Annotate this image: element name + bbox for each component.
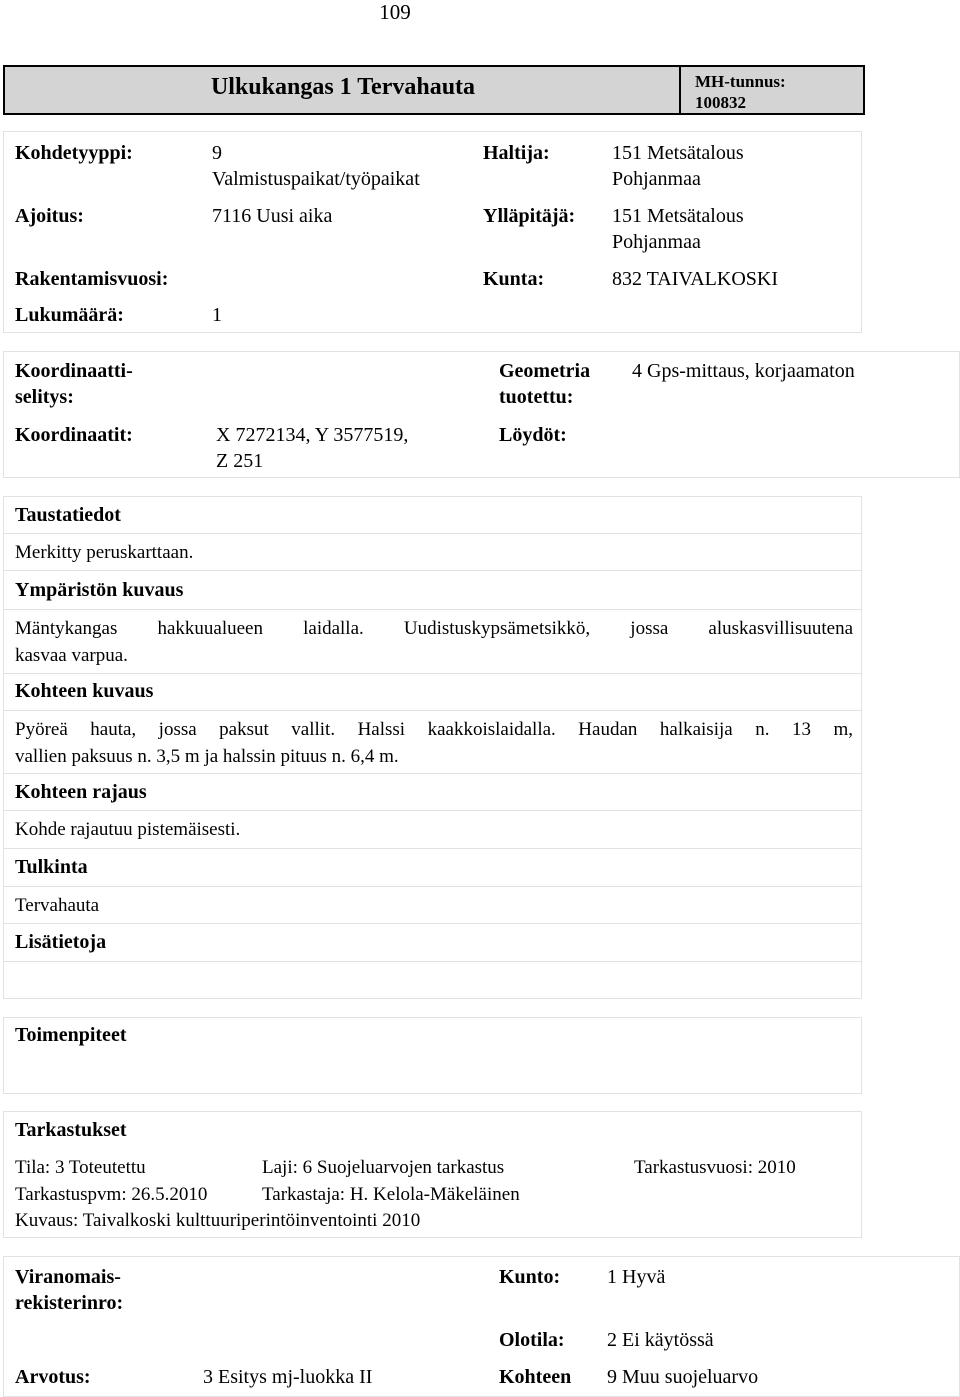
koordinaattiselitys-label-line1: Koordinaatti-: [15, 360, 133, 382]
kohteen-rajaus-heading: Kohteen rajaus: [15, 781, 147, 803]
yllapitaja-value-line2: Pohjanmaa: [612, 231, 701, 253]
kohteen-label: Kohteen: [499, 1366, 572, 1388]
koordinaattiselitys-label: [15, 358, 133, 410]
lukumaara-label: Lukumäärä:: [15, 304, 124, 326]
kohteen-rajaus-text: Kohde rajautuu pistemäisesti.: [15, 819, 241, 840]
viranomais-label-line2: rekisterinro:: [15, 1292, 124, 1314]
geometria-label: [499, 358, 590, 410]
haltija-label: Haltija:: [483, 142, 550, 164]
tulkinta-text: Tervahauta: [15, 895, 100, 916]
koordinaatit-value-line1: X 7272134, Y 3577519,: [216, 424, 409, 446]
koordinaattiselitys-label-line2: selitys:: [15, 386, 74, 408]
koordinaatit-label: Koordinaatit:: [15, 424, 133, 446]
page-title: Ulkukangas 1 Tervahauta: [210, 74, 476, 100]
kohteen-kuvaus-text: [15, 716, 853, 770]
row-divider: [3, 773, 862, 774]
mh-tunnus-value: 100832: [695, 93, 746, 112]
row-divider: [3, 710, 862, 711]
olotila-label: Olotila:: [499, 1329, 565, 1351]
ajoitus-label: Ajoitus:: [15, 205, 84, 227]
tulkinta-heading: Tulkinta: [15, 856, 88, 878]
kohteen-value: 9 Muu suojeluarvo: [607, 1366, 759, 1388]
row-divider: [3, 961, 862, 962]
tarkastukset-heading: Tarkastukset: [15, 1119, 127, 1141]
yllapitaja-value-line1: 151 Metsätalous: [612, 205, 744, 227]
kohteen-kuvaus-text-line2: vallien paksuus n. 3,5 m ja halssin pituus n. 6,4 m.: [15, 746, 399, 767]
kohdetyyppi-label: Kohdetyyppi:: [15, 142, 133, 164]
tarkastus-kuvaus: Kuvaus: Taivalkoski kulttuuriperintöinventointi 2010: [15, 1210, 421, 1231]
row-divider: [3, 609, 862, 610]
toimenpiteet-heading: Toimenpiteet: [15, 1024, 127, 1046]
haltija-value-line1: 151 Metsätalous: [612, 142, 744, 164]
row-divider: [3, 533, 862, 534]
mh-tunnus: [695, 71, 786, 113]
ymparisto-text-line2: kasvaa varpua.: [15, 645, 128, 666]
arvotus-value: 3 Esitys mj-luokka II: [203, 1366, 373, 1388]
ajoitus-value: 7116 Uusi aika: [212, 205, 333, 227]
taustatiedot-heading: Taustatiedot: [15, 504, 121, 526]
ymparisto-text: [15, 615, 853, 669]
toimenpiteet-box: [3, 1017, 862, 1094]
kohteen-kuvaus-text-line1: Pyöreä hauta, jossa paksut vallit. Halssi kaakkoislaidalla. Haudan halkaisija n. 13 m,: [15, 719, 853, 740]
geometria-value: 4 Gps-mittaus, korjaamaton: [632, 360, 855, 382]
mh-tunnus-label: MH-tunnus:: [695, 72, 786, 91]
olotila-value: 2 Ei käytössä: [607, 1329, 714, 1351]
rakentamisvuosi-label: Rakentamisvuosi:: [15, 268, 169, 290]
kohteen-kuvaus-heading: Kohteen kuvaus: [15, 680, 154, 702]
ymparisto-heading: Ympäristön kuvaus: [15, 579, 184, 601]
geometria-label-line2: tuotettu:: [499, 386, 574, 408]
loydot-label: Löydöt:: [499, 424, 567, 446]
row-divider: [3, 923, 862, 924]
yllapitaja-label: Ylläpitäjä:: [483, 205, 576, 227]
kohdetyyppi-value-line1: 9: [212, 142, 222, 164]
page-number: 109: [379, 0, 411, 24]
row-divider: [3, 848, 862, 849]
haltija-value-line2: Pohjanmaa: [612, 168, 701, 190]
tarkastus-tila: Tila: 3 Toteutettu: [15, 1157, 146, 1178]
row-divider: [3, 673, 862, 674]
arvotus-label: Arvotus:: [15, 1366, 91, 1388]
kunto-value: 1 Hyvä: [607, 1266, 666, 1288]
ymparisto-text-line1: Mäntykangas hakkuualueen laidalla. Uudistuskypsämetsikkö, jossa aluskasvillisuutena: [15, 618, 853, 639]
lukumaara-value: 1: [212, 304, 222, 326]
kunto-label: Kunto:: [499, 1266, 561, 1288]
tarkastus-pvm: Tarkastuspvm: 26.5.2010: [15, 1184, 208, 1205]
geometria-label-line1: Geometria: [499, 360, 591, 382]
bottom-box: [3, 1256, 960, 1397]
viranomaisrekisterinro-label: [15, 1264, 123, 1316]
koordinaatit-value-line2: Z 251: [216, 450, 264, 472]
lisatietoja-heading: Lisätietoja: [15, 931, 107, 953]
row-divider: [3, 570, 862, 571]
kohdetyyppi-value-line2: Valmistuspaikat/työpaikat: [212, 168, 420, 190]
viranomais-label-line1: Viranomais-: [15, 1266, 121, 1288]
row-divider: [3, 886, 862, 887]
title-bar: [3, 65, 865, 115]
kunta-value: 832 TAIVALKOSKI: [612, 268, 778, 290]
tarkastus-vuosi: Tarkastusvuosi: 2010: [634, 1157, 796, 1178]
taustatiedot-text: Merkitty peruskarttaan.: [15, 542, 194, 563]
row-divider: [3, 810, 862, 811]
tarkastaja: Tarkastaja: H. Kelola-Mäkeläinen: [262, 1184, 520, 1205]
tarkastus-laji: Laji: 6 Suojeluarvojen tarkastus: [262, 1157, 505, 1178]
koordinaatit-value: [216, 422, 408, 474]
kunta-label: Kunta:: [483, 268, 545, 290]
